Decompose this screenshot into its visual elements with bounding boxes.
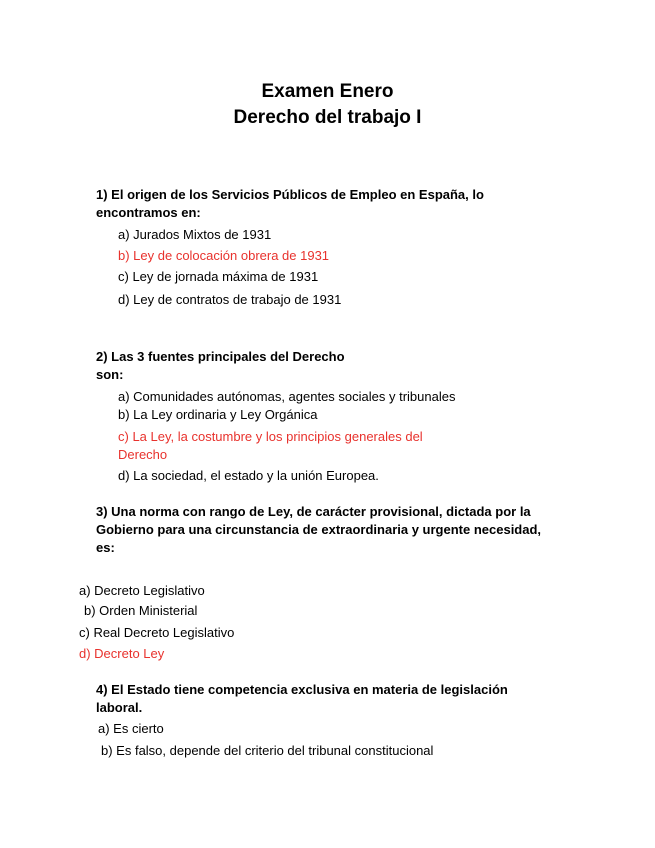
question-3-option-b: b) Orden Ministerial — [84, 603, 198, 618]
question-1-option-a: a) Jurados Mixtos de 1931 — [118, 227, 272, 242]
page-title-line-1: Examen Enero — [261, 81, 394, 102]
question-1-option-c: c) Ley de jornada máxima de 1931 — [118, 269, 319, 284]
question-2-option-a: a) Comunidades autónomas, agentes sociales y tribunales — [118, 389, 456, 404]
question-2-option-c-correct: c) La Ley, la costumbre y los principios generales del Derecho — [118, 429, 423, 462]
question-4-option-a: a) Es cierto — [98, 721, 164, 736]
question-3-text: 3) Una norma con rango de Ley, de carácter provisional, dictada por la Gobierno para una circunstancia de extraordinaria y urgente necesidad, es: — [96, 504, 542, 555]
question-3-option-d-correct: d) Decreto Ley — [79, 646, 165, 661]
question-2-option-b: b) La Ley ordinaria y Ley Orgánica — [118, 407, 318, 422]
page-title-line-2: Derecho del trabajo I — [233, 107, 422, 128]
question-3-option-a: a) Decreto Legislativo — [79, 583, 205, 598]
question-1-option-d: d) Ley de contratos de trabajo de 1931 — [118, 292, 342, 307]
question-1-option-b-correct: b) Ley de colocación obrera de 1931 — [118, 248, 330, 263]
question-3-option-c: c) Real Decreto Legislativo — [79, 625, 235, 640]
question-2-text-line-1: 2) Las 3 fuentes principales del Derecho — [96, 349, 345, 364]
question-2-option-d: d) La sociedad, el estado y la unión Europea. — [118, 468, 379, 483]
question-4-option-b: b) Es falso, depende del criterio del tribunal constitucional — [101, 743, 434, 758]
question-4-text: 4) El Estado tiene competencia exclusiva en materia de legislación laboral. — [96, 682, 508, 715]
question-2-text-line-2: son: — [96, 367, 124, 382]
question-1-text: 1) El origen de los Servicios Públicos de Empleo en España, lo encontramos en: — [96, 187, 484, 220]
